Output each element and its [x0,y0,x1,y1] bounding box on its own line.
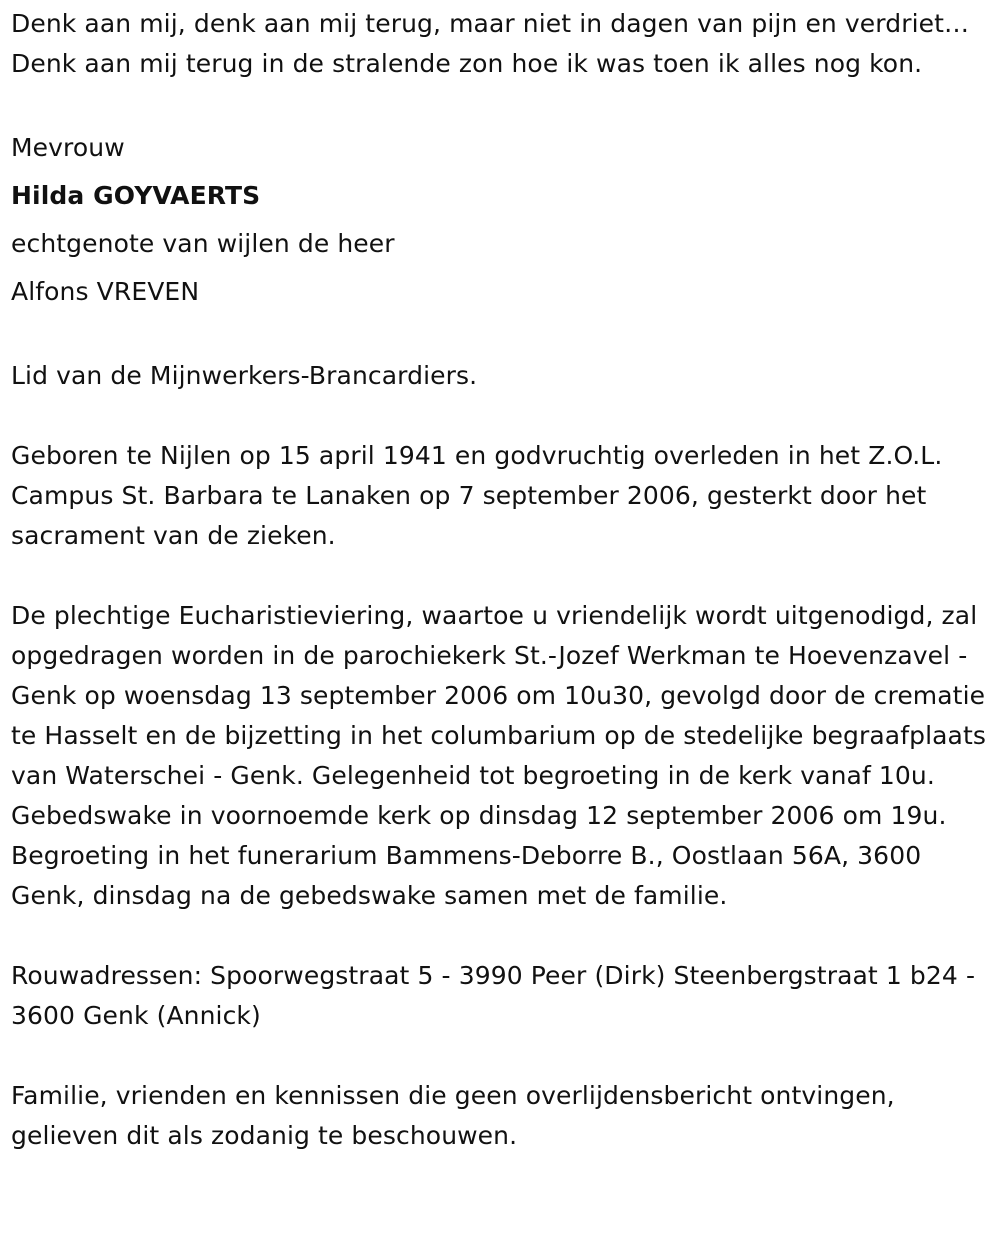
deceased-name: Hilda GOYVAERTS [11,181,261,210]
closing-paragraph: Familie, vrienden en kennissen die geen overlijdensbericht ontvingen, gelieven dit als zodanig te beschouwen. [11,1081,895,1150]
mourning-addresses: Rouwadressen: Spoorwegstraat 5 - 3990 Peer (Dirk) Steenbergstraat 1 b24 - 3600 Genk (Annick) [11,961,976,1030]
spacer [11,916,996,956]
poem-paragraph: Denk aan mij, denk aan mij terug, maar niet in dagen van pijn en verdriet… Denk aan mij terug in de stralende zon hoe ik was toen ik alles nog kon. [11,9,970,78]
spacer [11,1036,996,1076]
relation-line: echtgenote van wijlen de heer [11,229,395,258]
obituary-text [11,4,996,1156]
salutation: Mevrouw [11,133,125,162]
spouse-name: Alfons VREVEN [11,277,200,306]
spacer [11,316,996,356]
membership-paragraph: Lid van de Mijnwerkers-Brancardiers. [11,361,478,390]
ceremony-paragraph: De plechtige Eucharistieviering, waartoe u vriendelijk wordt uitgenodigd, zal opgedragen worden in de parochiekerk St.-Jozef Werkman te Hoevenzavel - Genk op woensdag 13 september 2006 om 10u30, gevolgd door de crematie te Hasselt en de bijzetting in het columbarium op de stedelijke begraafplaats van Waterschei - Genk. Gelegenheid tot begroeting in de kerk vanaf 10u. Gebedswake in voornoemde kerk op dinsdag 12 september 2006 om 19u. Begroeting in het funerarium Bammens-Deborre B., Oostlaan 56A, 3600 Genk, dinsdag na de gebedswake samen met de familie. [11,601,987,910]
birth-death-paragraph: Geboren te Nijlen op 15 april 1941 en godvruchtig overleden in het Z.O.L. Campus St. Barbara te Lanaken op 7 september 2006, gesterkt door het sacrament van de zieken. [11,441,943,550]
spacer [11,556,996,596]
spacer [11,396,996,436]
spacer [11,84,996,124]
